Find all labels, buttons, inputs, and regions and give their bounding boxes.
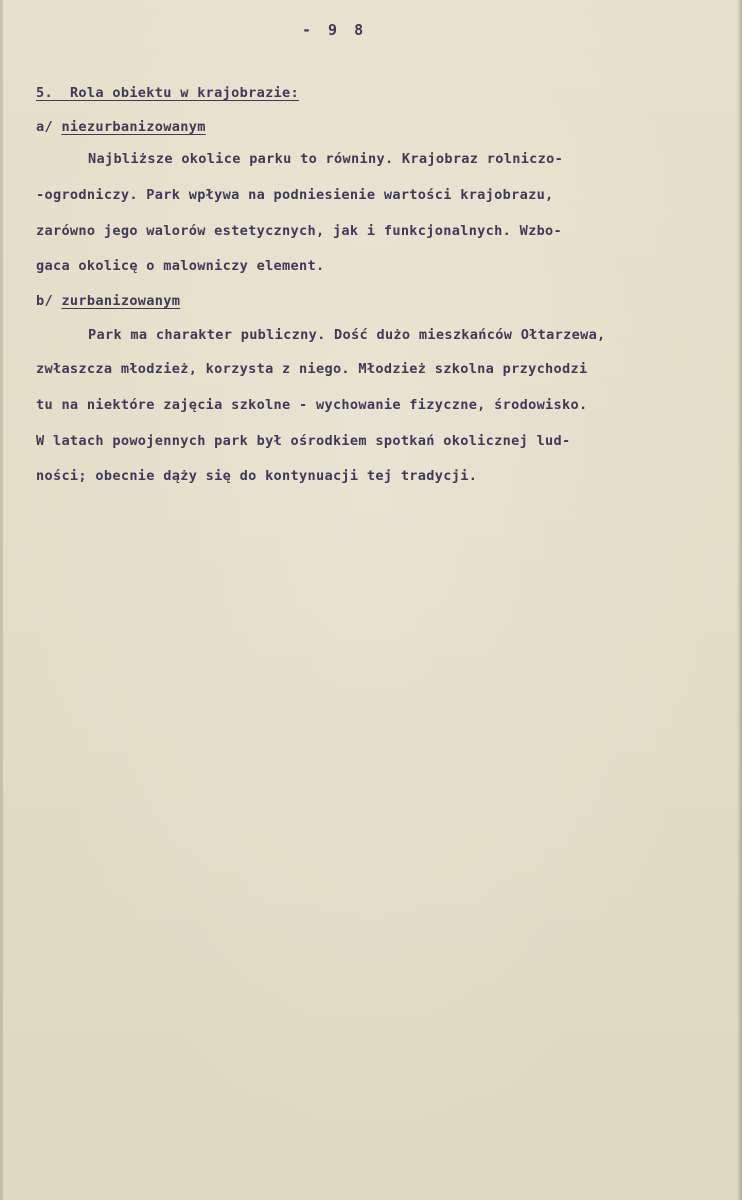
section-title: Rola obiektu w krajobrazie: bbox=[69, 85, 300, 101]
section-number: 5. bbox=[36, 85, 53, 101]
page-fold-shadow bbox=[737, 0, 742, 1200]
subsection-b-label: zurbanizowanym bbox=[61, 293, 181, 309]
subsection-a-heading bbox=[36, 118, 206, 136]
subsection-a-marker: a/ bbox=[36, 119, 53, 135]
paragraph-b-line-3: tu na niektóre zajęcia szkolne - wychowanie fizyczne, środowisko. bbox=[36, 397, 588, 413]
subsection-b-marker: b/ bbox=[36, 293, 53, 309]
paragraph-b-line-1: Park ma charakter publiczny. Dość dużo mieszkańców Ołtarzewa, bbox=[88, 327, 606, 343]
paragraph-b-line-2: zwłaszcza młodzież, korzysta z niego. Młodzież szkolna przychodzi bbox=[36, 361, 588, 377]
subsection-b-heading bbox=[36, 292, 180, 310]
paragraph-b-line-5: ności; obecnie dąży się do kontynuacji tej tradycji. bbox=[36, 468, 478, 484]
page-number: - 9 8 bbox=[302, 21, 368, 39]
page-left-edge bbox=[0, 0, 3, 1200]
paragraph-a-line-3: zarówno jego walorów estetycznych, jak i funkcjonalnych. Wzbo- bbox=[36, 223, 563, 239]
subsection-a-label: niezurbanizowanym bbox=[61, 119, 206, 135]
paragraph-a-line-2: -ogrodniczy. Park wpływa na podniesienie wartości krajobrazu, bbox=[36, 187, 554, 203]
paragraph-a-line-4: gaca okolicę o malowniczy element. bbox=[36, 258, 325, 274]
paragraph-b-line-4: W latach powojennych park był ośrodkiem spotkań okolicznej lud- bbox=[36, 433, 571, 449]
paragraph-a-line-1: Najbliższe okolice parku to równiny. Krajobraz rolniczo- bbox=[88, 151, 564, 167]
section-heading bbox=[36, 84, 299, 102]
